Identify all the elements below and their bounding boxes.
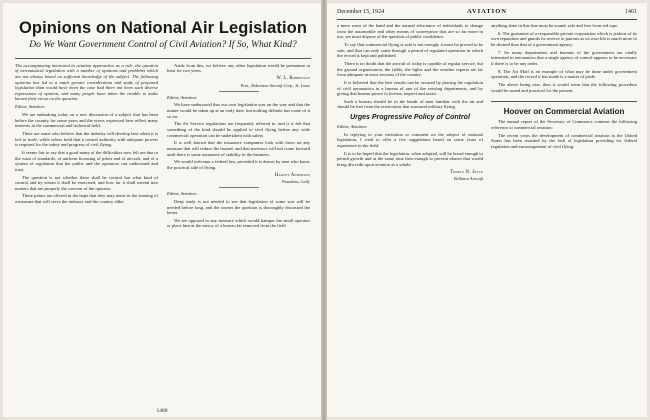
editor-salutation: Editor, Aviation: bbox=[167, 191, 198, 197]
section-heading: Urges Progressive Policy of Control bbox=[350, 114, 470, 122]
signature-name: Temple N. Joyce bbox=[450, 169, 483, 175]
signature-name: W. L. Robertson bbox=[276, 76, 310, 82]
body-paragraph: There are some who believe that the industry will develop best when it is left to itself, while others hold that a central authority with adequate powers is required for the safety and progress of civil flying. bbox=[15, 130, 158, 148]
body-paragraph: 7. So many departments and bureaus of the government are vitally interested in aeronautics that a single agency of control appears to be necessary if there is to be any order. bbox=[491, 49, 637, 66]
body-paragraph: We are opposed to any measure which would hamper the small operator or place him at the mercy of a bureau far removed from the field. bbox=[167, 217, 310, 229]
left-column-b bbox=[167, 63, 310, 417]
editor-salutation: Editor, Aviation: bbox=[15, 104, 46, 110]
body-paragraph: anything done in this line must be sound, safe and free from red tape. bbox=[491, 23, 619, 28]
body-paragraph: The question is not whether there shall be control but what kind of control and by whom it shall be exercised, and how far it shall extend into matters that are properly the concern of the operator. bbox=[15, 174, 158, 191]
body-paragraph: It is to be hoped that the legislation, when adopted, will be broad enough to permit growth and at the same time firm enough to prevent abuses that would bring discredit upon aviation as a whole. bbox=[337, 150, 483, 167]
left-columns bbox=[15, 63, 311, 417]
section-divider bbox=[219, 187, 259, 188]
body-paragraph: The annual report of the Secretary of Commerce contains the following reference to commercial aviation: bbox=[491, 119, 637, 130]
title-rule bbox=[15, 58, 311, 59]
article-title: Opinions on National Air Legislation bbox=[18, 19, 308, 37]
editor-salutation: Editor, Aviation: bbox=[337, 124, 368, 130]
section-heading: Hoover on Commercial Aviation bbox=[503, 107, 625, 117]
body-paragraph: There is no doubt that the aircraft of today is capable of regular service, but the ground organization, the fields, the lights and the weather reports are far from adequate in most sections of the country. bbox=[337, 60, 483, 78]
body-paragraph: We would welcome a federal law, provided it is drawn by men who know the practical side of flying. bbox=[167, 159, 310, 170]
left-page bbox=[3, 3, 321, 417]
body-paragraph: Deep study is not needed to see that legislation of some sort will be needed before long, and the sooner the question is thoroughly discussed the better. bbox=[167, 198, 310, 216]
right-page bbox=[327, 3, 647, 417]
lead-paragraph: The accompanying interested in aviation approaches as a rule, the question of aeronautical legislation with a number of opinions and problems which are not always based on sufficient knowledge of the subject. The following opinions has led to a much greater consideration and study of proposed legislation than would have been the case had there not been such diverse expressions of opinion, and many people have taken the trouble to make known their views on the question. bbox=[15, 62, 158, 102]
body-paragraph: 8. The Air Mail is an example of what may be done under government operation, and the record it has made is a matter of pride. bbox=[491, 68, 637, 80]
running-head bbox=[337, 7, 637, 20]
body-paragraph: These points are offered in the hope that they may assist in the framing of a measure that will serve the industry and the country alike. bbox=[15, 193, 158, 205]
body-paragraph: The above being true, then it would seem that the following procedure would be sound and practical for the present. bbox=[491, 82, 637, 93]
section-rule bbox=[491, 101, 637, 102]
column-intro: Aside from this, we believe any other legislation would be premature at least for two years. bbox=[167, 62, 310, 74]
right-column-a bbox=[337, 23, 483, 415]
page-number: 1461 bbox=[625, 9, 637, 15]
signature-name: Harvey Anderson bbox=[274, 172, 310, 178]
body-paragraph: It is believed that the best results can be secured by placing the regulation of civil aeronautics in a bureau of one of the existing departments, and by giving that bureau power to license, inspect and assist. bbox=[337, 79, 483, 97]
signature-detail: Pasadena, Calif. bbox=[281, 179, 310, 185]
signature-detail: Bellanca Aircraft bbox=[454, 176, 483, 182]
editor-salutation: Editor, Aviation: bbox=[167, 94, 198, 100]
body-paragraph: The Air Service regulations are frequently referred to, and it is felt that something of the kind should be applied to civil flying before any wide commercial operation can be undertaken with safety. bbox=[167, 121, 310, 138]
left-column-a bbox=[15, 63, 158, 417]
body-paragraph: To say that commercial flying is safe is not enough; it must be proved to be safe, and that can only come through a period of regulated operation in which the record is kept and published. bbox=[337, 41, 483, 59]
body-paragraph: The recent years the development of commercial aviation in the United States has been retarded by the lack of legislation providing for federal regulation and encouragement of civil flying. bbox=[491, 132, 637, 149]
body-paragraph: In replying to your invitation to comment on the subject of national legislation, I wish to offer a few suggestions based on some years of experience in the field. bbox=[337, 131, 483, 149]
body-paragraph: We are embarking today on a new discussion of a subject that has been before the country for some years and the views expressed here reflect many interests in the commercial and technical field. bbox=[15, 112, 158, 129]
body-paragraph: It seems fair to say that a good many of the difficulties now felt are due to the want of standards, of uniform licensing of pilots and of aircraft, and of a system of regulation that the public and the operators can understand and trust. bbox=[15, 149, 158, 172]
section-divider bbox=[219, 91, 259, 92]
right-column-b bbox=[491, 23, 637, 415]
page-folio: 1460 bbox=[156, 408, 168, 414]
article-subtitle: Do We Want Government Control of Civil Aviation? If So, What Kind? bbox=[29, 40, 297, 50]
body-paragraph: a mere wave of the hand and the natural reluctance of individuals to change from the automobile and other means of conveyance that are so far more in use, we must dispose of the question of public confidence. bbox=[337, 23, 483, 40]
issue-date: December 15, 1924 bbox=[337, 9, 385, 15]
body-paragraph: Such a bureau should be in the hands of men familiar with the art and should be free from the restrictions that surround military flying. bbox=[337, 98, 483, 110]
masthead: AVIATION bbox=[467, 8, 507, 15]
signature-detail: Pres., Robertson Aircraft Corp., St. Louis bbox=[240, 82, 310, 88]
body-paragraph: 6. The guarantee of a responsible private corporation which is jealous of its own reputation and guards its service to patrons as its own life is much more to be desired than that of a government agency. bbox=[491, 30, 637, 47]
right-columns bbox=[337, 23, 637, 415]
body-paragraph: We have understood that our own legislation was on the way and that the matter would be taken up at an early date, but nothing definite has come of it so far. bbox=[167, 102, 310, 119]
body-paragraph: It is well known that the insurance companies look with favor on any measure that will reduce the hazard, and that investors will not come forward until there is some assurance of stability in the business. bbox=[167, 140, 310, 157]
